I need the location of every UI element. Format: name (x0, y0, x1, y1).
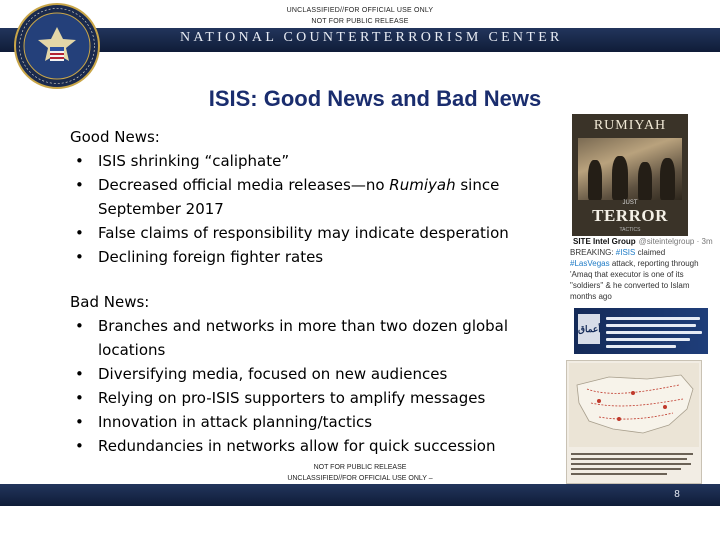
list-item: • Diversifying media, focused on new audiences (70, 362, 545, 386)
list-item: • Relying on pro-ISIS supporters to amplify messages (70, 386, 545, 410)
rumiyah-magazine-cover (572, 114, 688, 238)
tweet-body: BREAKING: #ISIS claimed #LasVegas attack, reporting through 'Amaq that executor is one of its "soldiers" & he converted to Islam months ago (570, 248, 699, 301)
classification-marking-bottom (250, 462, 470, 484)
agency-name: NATIONAL COUNTERTERRORISM CENTER (180, 30, 563, 45)
nctc-seal-icon (14, 3, 100, 89)
list-item: • Innovation in attack planning/tactics (70, 410, 545, 434)
marking-bottom-line1: NOT FOR PUBLIC RELEASE (313, 464, 407, 471)
marking-bottom-line2: UNCLASSIFIED//FOR OFFICIAL USE ONLY – (287, 475, 433, 482)
slide-body (70, 125, 545, 458)
bad-news-heading: Bad News: (70, 293, 150, 311)
amaq-logo-icon: أعماق (578, 314, 600, 344)
site-intel-tweet (570, 236, 713, 302)
amaq-banner (574, 308, 708, 354)
good-news-list (70, 149, 545, 269)
magazine-headline: TERROR (592, 206, 668, 225)
page-number: 8 (674, 489, 680, 500)
magazine-footer: TACTICS (619, 227, 641, 233)
magazine-photo (578, 138, 682, 200)
footer-band (0, 484, 720, 506)
tweet-handle: @siteintelgroup · 3m (638, 237, 713, 246)
magazine-subtitle: JUST (622, 200, 638, 206)
hashtag-lasvegas: #LasVegas (570, 259, 610, 268)
magazine-title: RUMIYAH (593, 118, 667, 133)
marking-top-line1: UNCLASSIFIED//FOR OFFICIAL USE ONLY (286, 7, 434, 14)
list-item: • ISIS shrinking “caliphate” (70, 149, 545, 173)
rumiyah-title: Rumiyah (389, 176, 456, 194)
bad-news-list (70, 314, 545, 458)
list-item: • Decreased official media releases—no Rumiyah since September 2017 (70, 173, 545, 221)
tweet-org: SITE Intel Group (573, 237, 636, 246)
attack-map-graphic (566, 360, 702, 484)
map-icon (569, 363, 699, 447)
hashtag-isis: #ISIS (615, 248, 636, 257)
slide-title: ISIS: Good News and Bad News (208, 86, 542, 111)
list-item: • Declining foreign fighter rates (70, 245, 545, 269)
good-news-heading: Good News: (70, 128, 160, 146)
list-item: • Branches and networks in more than two dozen global locations (70, 314, 545, 362)
list-item: • Redundancies in networks allow for quick succession (70, 434, 545, 458)
marking-top-line2: NOT FOR PUBLIC RELEASE (311, 18, 409, 25)
classification-marking-top (250, 5, 470, 27)
list-item: • False claims of responsibility may indicate desperation (70, 221, 545, 245)
tweet-header (570, 236, 713, 247)
